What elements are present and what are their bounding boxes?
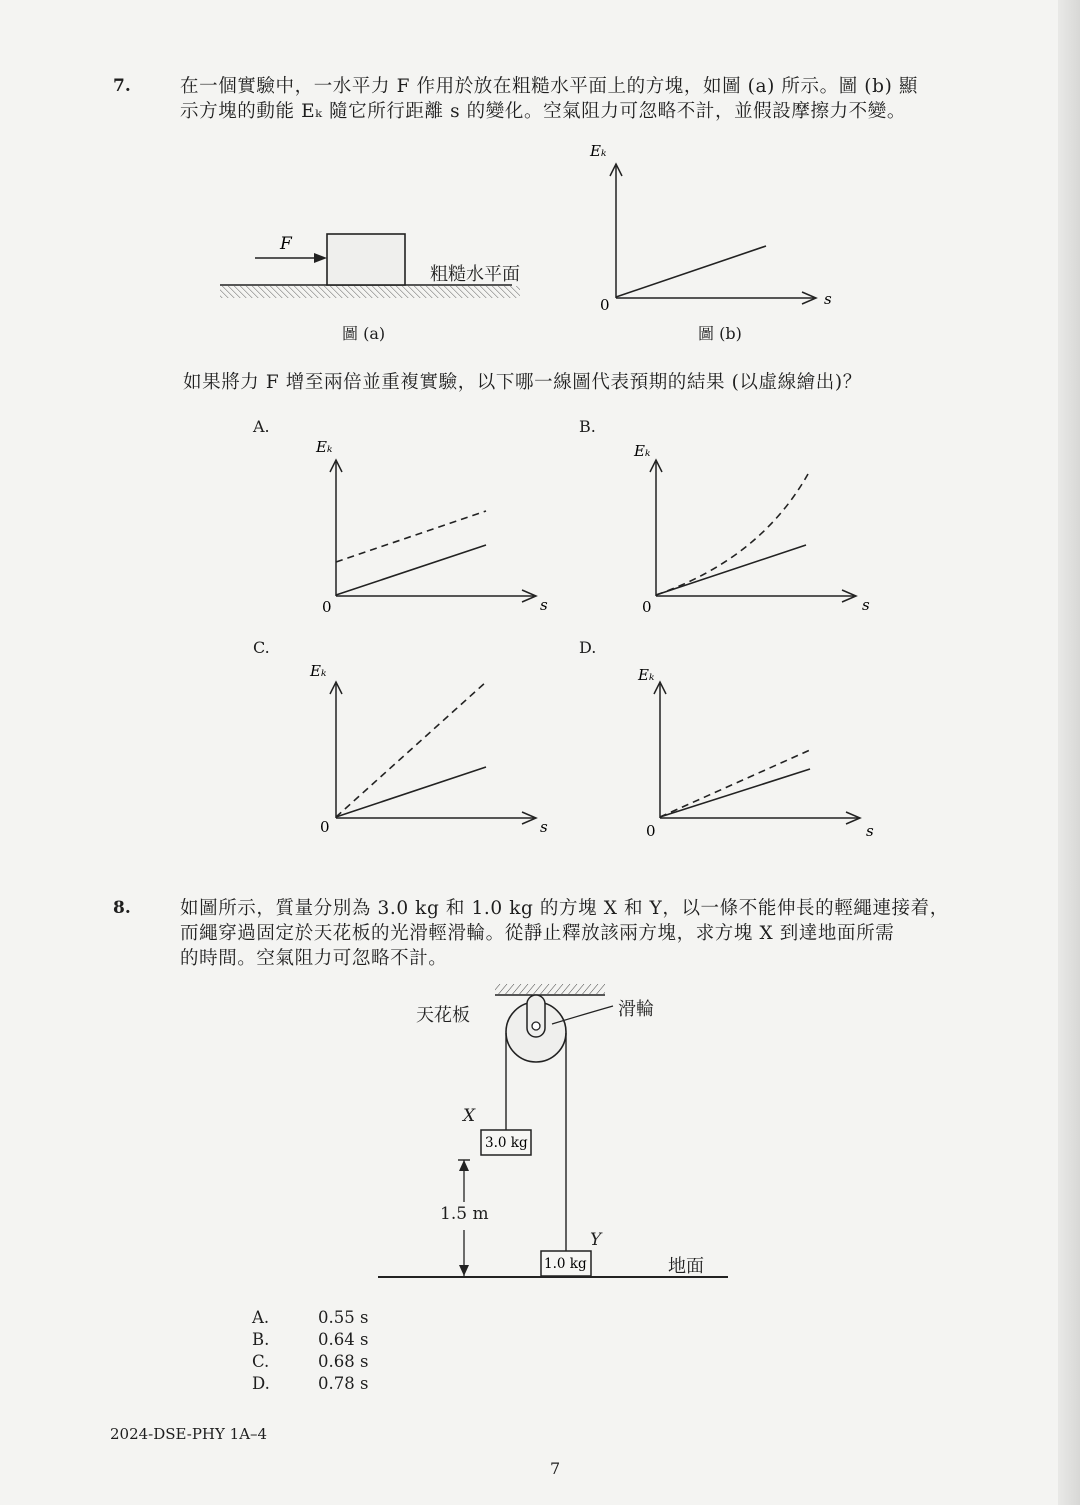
fig-b-x-label: s <box>824 290 832 308</box>
q8-option-d[interactable] <box>252 1373 368 1395</box>
option-c-y-label: Eₖ <box>310 662 327 680</box>
option-d-x-label: s <box>866 822 874 840</box>
fig-b-line <box>616 246 766 297</box>
q7-option-a-letter: A. <box>253 417 270 436</box>
pulley-bracket <box>527 995 545 1037</box>
q8-option-c-value: 0.68 s <box>318 1352 369 1371</box>
q8-number: 8. <box>113 898 131 918</box>
height-label: 1.5 m <box>440 1204 489 1224</box>
option-a-y-label: Eₖ <box>316 438 333 456</box>
figure-a-caption: 圖 (a) <box>342 324 386 343</box>
footer-code: 2024-DSE-PHY 1A–4 <box>110 1425 268 1443</box>
option-c-dashed-line <box>336 682 486 817</box>
q7-stem-line2: 示方塊的動能 Eₖ 隨它所行距離 s 的變化。空氣阻力可忽略不計，並假設摩擦力不變。 <box>180 101 906 122</box>
option-d-y-label: Eₖ <box>638 666 655 684</box>
option-d-dashed-line <box>660 750 810 817</box>
q8-option-a[interactable] <box>252 1307 368 1329</box>
q8-option-d-letter: D. <box>252 1374 270 1393</box>
block-x-mass: 3.0 kg <box>485 1135 528 1151</box>
q8-options <box>252 1307 368 1395</box>
q7-option-c-graph[interactable] <box>300 656 570 846</box>
option-d-origin: 0 <box>646 822 656 840</box>
option-c-solid-line <box>336 767 486 817</box>
q8-option-b[interactable] <box>252 1329 368 1351</box>
q7-option-b-graph[interactable] <box>620 434 890 624</box>
figure-b-caption: 圖 (b) <box>698 324 742 343</box>
q7-option-a-graph[interactable] <box>300 434 570 624</box>
q7-option-d-graph[interactable] <box>624 656 894 846</box>
q8-stem-line1: 如圖所示，質量分別為 3.0 kg 和 1.0 kg 的方塊 X 和 Y，以一條不能伸長的輕繩連接着， <box>180 898 949 919</box>
surface-label: 粗糙水平面 <box>430 264 520 285</box>
option-a-x-label: s <box>540 596 548 614</box>
force-arrowhead <box>314 253 327 263</box>
option-b-dashed-curve <box>656 474 808 595</box>
ceiling-hatching <box>495 984 605 994</box>
q7-option-b-letter: B. <box>579 417 596 436</box>
page-edge-shadow <box>1058 0 1080 1505</box>
q7-option-c-letter: C. <box>253 638 270 657</box>
q8-option-d-value: 0.78 s <box>318 1374 369 1393</box>
block <box>327 234 405 285</box>
q7-number: 7. <box>113 76 131 96</box>
option-a-origin: 0 <box>322 598 332 616</box>
block-y-mass: 1.0 kg <box>544 1256 587 1272</box>
q8-option-b-letter: B. <box>252 1330 270 1349</box>
option-b-solid-line <box>656 545 806 595</box>
q8-option-a-value: 0.55 s <box>318 1308 369 1327</box>
q8-option-a-letter: A. <box>252 1308 270 1327</box>
fig-b-origin: 0 <box>600 296 610 314</box>
page-number: 7 <box>550 1459 561 1478</box>
ground-label: 地面 <box>668 1256 704 1277</box>
figure-b <box>580 138 850 318</box>
option-a-dashed-line <box>336 511 486 562</box>
option-b-origin: 0 <box>642 598 652 616</box>
force-label: F <box>280 234 292 254</box>
block-y-name: Y <box>590 1230 602 1250</box>
q7-stem <box>180 74 1000 124</box>
q7-option-d-letter: D. <box>579 638 597 657</box>
option-d-solid-line <box>660 769 810 817</box>
block-x-name: X <box>463 1106 476 1126</box>
q8-stem-line3: 的時間。空氣阻力可忽略不計。 <box>180 948 448 969</box>
q8-stem <box>180 896 1000 971</box>
option-a-solid-line <box>336 545 486 595</box>
q7-prompt: 如果將力 F 增至兩倍並重複實驗，以下哪一線圖代表預期的結果 (以虛線繪出)？ <box>183 372 862 393</box>
rough-surface-hatching <box>220 286 520 298</box>
option-b-y-label: Eₖ <box>634 442 651 460</box>
option-c-x-label: s <box>540 818 548 836</box>
pulley-axle <box>532 1022 540 1030</box>
option-c-origin: 0 <box>320 818 330 836</box>
q8-option-c-letter: C. <box>252 1352 270 1371</box>
pulley-label: 滑輪 <box>618 999 654 1020</box>
q8-option-b-value: 0.64 s <box>318 1330 369 1349</box>
fig-b-y-label: Eₖ <box>590 142 607 160</box>
q8-option-c[interactable] <box>252 1351 368 1373</box>
ceiling-label: 天花板 <box>416 1005 470 1026</box>
q8-stem-line2: 而繩穿過固定於天花板的光滑輕滑輪。從靜止釋放該兩方塊，求方塊 X 到達地面所需 <box>180 923 895 944</box>
option-b-x-label: s <box>862 596 870 614</box>
q7-stem-line1: 在一個實驗中，一水平力 F 作用於放在粗糙水平面上的方塊，如圖 (a) 所示。圖 (b) 顯 <box>180 76 918 97</box>
